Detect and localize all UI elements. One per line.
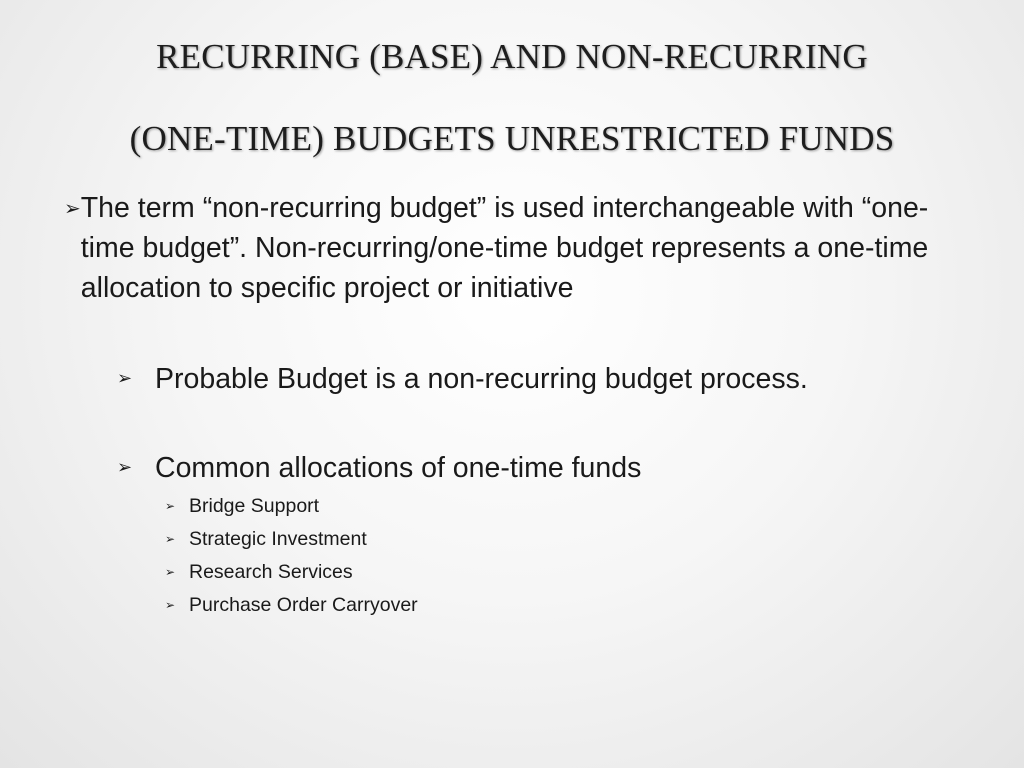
arrow-bullet-icon: ➢ (117, 368, 133, 389)
bullet-text: Probable Budget is a non-recurring budget process. (155, 363, 808, 395)
bullet-level-3 (165, 592, 418, 619)
arrow-bullet-icon: ➢ (165, 598, 176, 612)
bullet-text: The term “non-recurring budget” is used interchangeable with “one-time budget”. Non-recurring/one-time budget represents a one-time allocation to specific project or initiative (80, 192, 929, 304)
arrow-bullet-icon: ➢ (165, 565, 176, 579)
arrow-bullet-icon: ➢ (64, 196, 81, 220)
bullet-level-3 (165, 493, 319, 520)
bullet-level-1 (64, 188, 954, 308)
arrow-bullet-icon: ➢ (165, 499, 176, 513)
bullet-level-3 (165, 559, 353, 586)
slide-title-line-2: (ONE-TIME) BUDGETS UNRESTRICTED FUNDS (129, 119, 895, 158)
bullet-text: Purchase Order Carryover (189, 594, 418, 616)
arrow-bullet-icon: ➢ (117, 457, 133, 478)
bullet-text: Research Services (189, 561, 353, 583)
slide-title-line-1: RECURRING (BASE) AND NON-RECURRING (156, 37, 868, 76)
bullet-text: Bridge Support (189, 495, 320, 517)
bullet-level-2 (117, 448, 907, 488)
arrow-bullet-icon: ➢ (165, 532, 176, 546)
bullet-level-2 (117, 359, 907, 399)
bullet-level-3 (165, 526, 367, 553)
bullet-text: Common allocations of one-time funds (155, 452, 642, 484)
bullet-text: Strategic Investment (189, 528, 367, 550)
